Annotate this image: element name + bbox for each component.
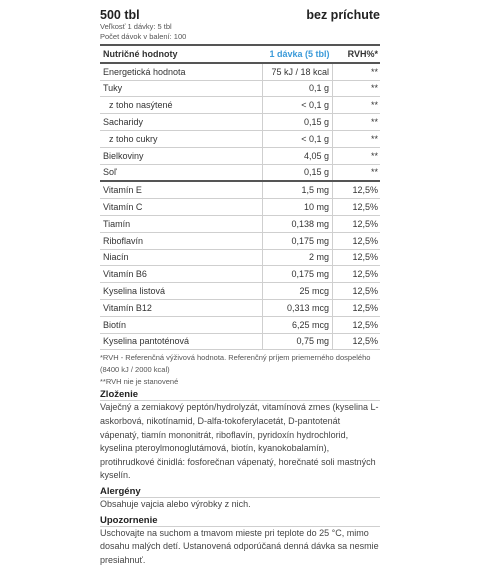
table-row <box>100 147 380 164</box>
col-dose: 1 dávka (5 tbl) <box>263 45 333 63</box>
table-row <box>100 63 380 80</box>
row-value: 0,75 mg <box>263 333 333 350</box>
row-value: 2 mg <box>263 249 333 266</box>
serving-size: Veľkosť 1 dávky: 5 tbl <box>100 22 380 32</box>
composition-title: Zloženie <box>100 389 380 400</box>
row-rvh: ** <box>333 80 381 97</box>
row-rvh: 12,5% <box>333 232 381 249</box>
row-value: 0,138 mg <box>263 215 333 232</box>
row-name: Tiamín <box>100 215 263 232</box>
row-rvh: 12,5% <box>333 249 381 266</box>
rvh-note-energy: (8400 kJ / 2000 kcal) <box>100 365 380 374</box>
nutrition-rows <box>100 63 380 350</box>
flavor: bez príchute <box>306 8 380 22</box>
col-rvh: RVH%* <box>333 45 381 63</box>
row-name: Vitamín B12 <box>100 299 263 316</box>
row-name: Energetická hodnota <box>100 63 263 80</box>
table-row <box>100 299 380 316</box>
row-value: 0,175 mg <box>263 232 333 249</box>
row-value: 10 mg <box>263 199 333 216</box>
table-row <box>100 114 380 131</box>
label-header <box>100 8 380 22</box>
row-value: < 0,1 g <box>263 130 333 147</box>
row-value: 0,313 mcg <box>263 299 333 316</box>
nutrition-label <box>100 8 380 567</box>
table-row <box>100 283 380 300</box>
row-name: Vitamín E <box>100 181 263 198</box>
row-value: 0,15 g <box>263 164 333 181</box>
allergens-title: Alergény <box>100 486 380 497</box>
table-row <box>100 164 380 181</box>
servings-per-pack: Počet dávok v balení: 100 <box>100 32 380 42</box>
row-name: Vitamín B6 <box>100 266 263 283</box>
row-rvh: 12,5% <box>333 299 381 316</box>
rvh-note: *RVH - Referenčná výživová hodnota. Referenčný príjem priemerného dospelého <box>100 353 380 362</box>
row-name: Biotín <box>100 316 263 333</box>
row-rvh: ** <box>333 130 381 147</box>
table-row <box>100 333 380 350</box>
row-rvh: 12,5% <box>333 316 381 333</box>
row-name: Vitamín C <box>100 199 263 216</box>
row-rvh: 12,5% <box>333 215 381 232</box>
package-size: 500 tbl <box>100 8 140 22</box>
row-rvh: ** <box>333 63 381 80</box>
row-name: Riboflavín <box>100 232 263 249</box>
table-row <box>100 80 380 97</box>
row-value: 75 kJ / 18 kcal <box>263 63 333 80</box>
table-row <box>100 316 380 333</box>
row-value: 4,05 g <box>263 147 333 164</box>
row-value: 0,175 mg <box>263 266 333 283</box>
row-rvh: 12,5% <box>333 181 381 198</box>
row-name: z toho cukry <box>100 130 263 147</box>
composition-text: Vaječný a zemiakový peptón/hydrolyzát, vitamínová zmes (kyselina L-askorbová, nikotínamid, D-alfa-tokoferylacetát, D-pantotenát vápenatý, tiamín mononitrát, riboflavín, pyridoxín hydrochlorid, kyselina pteroylmonoglutámová, biotín, kyanokobalamín), protihrudkové činidlá: fosforečnan vápenatý, horečnaté soli mastných kyselín. <box>100 401 380 483</box>
table-row <box>100 130 380 147</box>
row-value: 6,25 mcg <box>263 316 333 333</box>
row-rvh: 12,5% <box>333 283 381 300</box>
row-name: Kyselina pantoténová <box>100 333 263 350</box>
row-rvh: 12,5% <box>333 333 381 350</box>
row-rvh: 12,5% <box>333 199 381 216</box>
nutrition-table <box>100 44 380 350</box>
table-row <box>100 97 380 114</box>
row-rvh: ** <box>333 97 381 114</box>
row-rvh: ** <box>333 147 381 164</box>
table-row <box>100 232 380 249</box>
row-rvh: 12,5% <box>333 266 381 283</box>
row-value: 0,15 g <box>263 114 333 131</box>
col-nutrition: Nutričné hodnoty <box>100 45 263 63</box>
row-name: Niacín <box>100 249 263 266</box>
row-name: Sacharidy <box>100 114 263 131</box>
row-value: 25 mcg <box>263 283 333 300</box>
row-rvh: ** <box>333 164 381 181</box>
warning-text: Uschovajte na suchom a tmavom mieste pri teplote do 25 °C, mimo dosahu malých detí. Ustanovená odporúčaná denná dávka sa nesmie presiahnuť. <box>100 527 380 567</box>
row-rvh: ** <box>333 114 381 131</box>
warning-title: Upozornenie <box>100 515 380 526</box>
row-value: 1,5 mg <box>263 181 333 198</box>
row-value: 0,1 g <box>263 80 333 97</box>
table-row <box>100 249 380 266</box>
allergens-text: Obsahuje vajcia alebo výrobky z nich. <box>100 498 380 512</box>
row-name: Tuky <box>100 80 263 97</box>
row-name: Bielkoviny <box>100 147 263 164</box>
table-row <box>100 199 380 216</box>
row-name: Kyselina listová <box>100 283 263 300</box>
row-name: Soľ <box>100 164 263 181</box>
table-row <box>100 181 380 198</box>
table-row <box>100 215 380 232</box>
table-row <box>100 266 380 283</box>
row-name: z toho nasýtené <box>100 97 263 114</box>
rvh-not-set-note: **RVH nie je stanovené <box>100 377 380 386</box>
row-value: < 0,1 g <box>263 97 333 114</box>
table-header <box>100 45 380 63</box>
